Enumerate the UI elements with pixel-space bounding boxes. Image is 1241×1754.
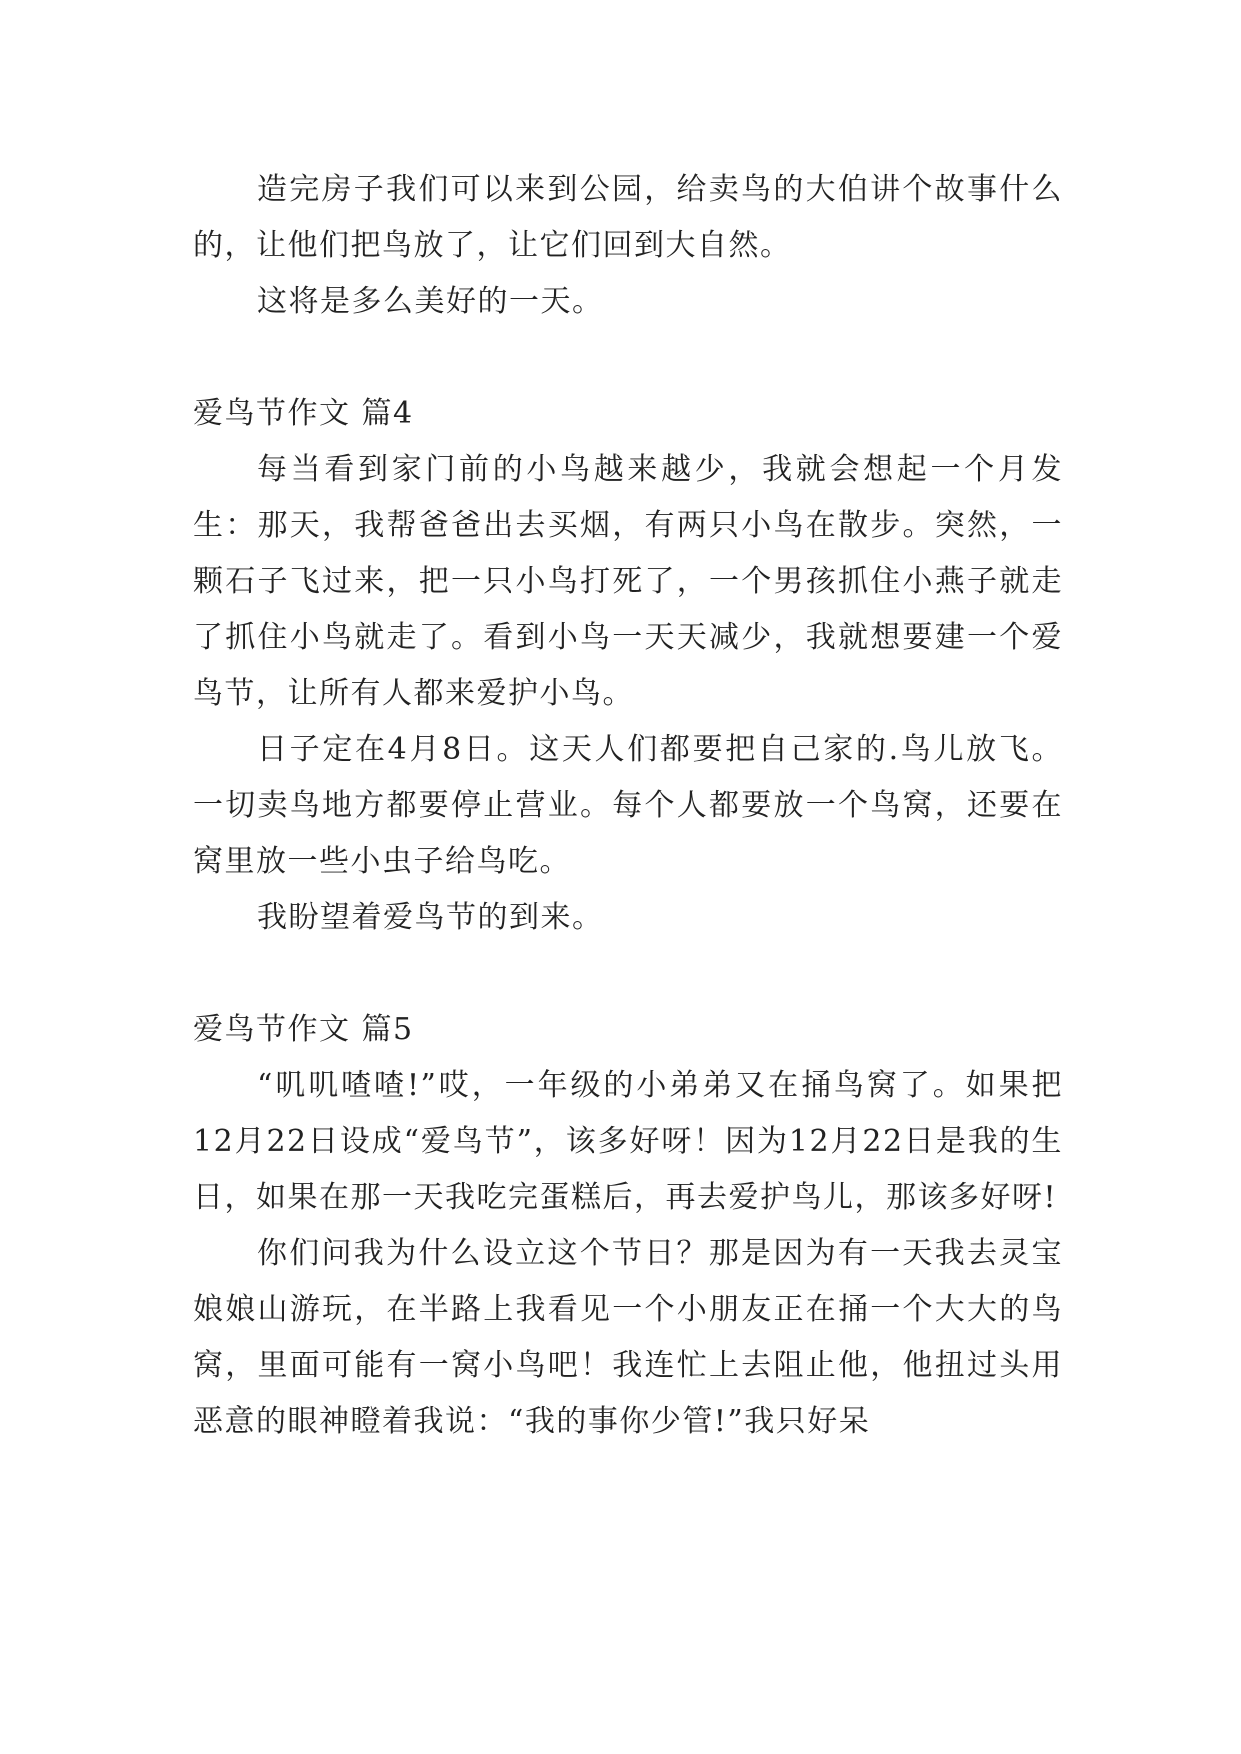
paragraph: 这将是多么美好的一天。 <box>257 284 604 319</box>
paragraph: 每当看到家门前的小鸟越来越少，我就会想起一个月发生：那天，我帮爸爸出去买烟，有两只小鸟在散步。突然，一颗石子飞过来，把一只小鸟打死了，一个男孩抓住小燕子就走了抓住小鸟就走了。看到小鸟一天天减少，我就想要建一个爱鸟节，让所有人都来爱护小鸟。 <box>193 452 1063 711</box>
section-gap <box>193 946 1063 1002</box>
paragraph: “叽叽喳喳!”哎，一年级的小弟弟又在捅鸟窝了。如果把12月22日设成“爱鸟节”，该多好呀！因为12月22日是我的生日，如果在那一天我吃完蛋糕后，再去爱护鸟儿，那该多好呀! <box>193 1068 1063 1215</box>
document-body <box>193 162 1063 1450</box>
section-heading: 爱鸟节作文 篇5 <box>193 1012 414 1047</box>
paragraph: 造完房子我们可以来到公园，给卖鸟的大伯讲个故事什么的，让他们把鸟放了，让它们回到大自然。 <box>193 172 1063 263</box>
paragraph: 我盼望着爱鸟节的到来。 <box>257 900 604 935</box>
section-heading: 爱鸟节作文 篇4 <box>193 396 414 431</box>
paragraph: 日子定在4月8日。这天人们都要把自己家的.鸟儿放飞。一切卖鸟地方都要停止营业。每个人都要放一个鸟窝，还要在窝里放一些小虫子给鸟吃。 <box>193 732 1063 879</box>
section-gap <box>193 330 1063 386</box>
paragraph: 你们问我为什么设立这个节日？那是因为有一天我去灵宝娘娘山游玩，在半路上我看见一个小朋友正在捅一个大大的鸟窝，里面可能有一窝小鸟吧！我连忙上去阻止他，他扭过头用恶意的眼神瞪着我说：“我的事你少管!”我只好呆 <box>193 1236 1063 1439</box>
